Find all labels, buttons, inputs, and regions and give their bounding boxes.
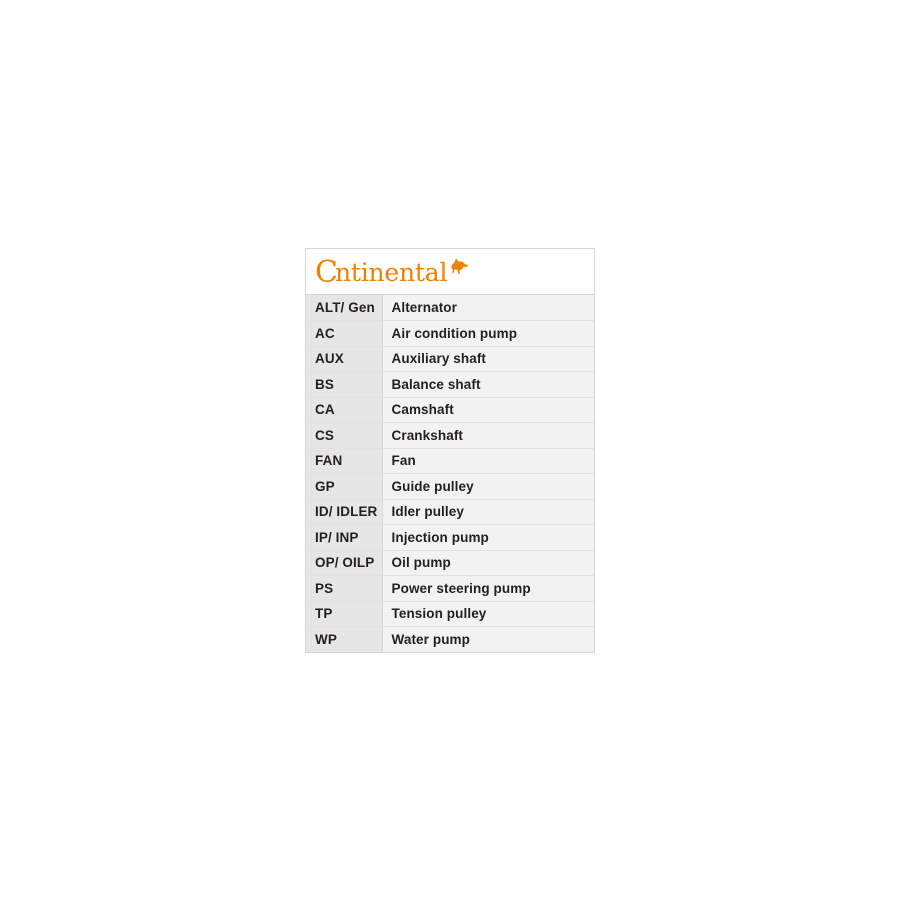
description-cell: Water pump [382,627,594,653]
table-row [306,372,594,398]
description-cell: Alternator [382,295,594,321]
abbreviation-cell: IP/ INP [306,525,382,551]
description-cell: Tension pulley [382,601,594,627]
table-row [306,576,594,602]
abbreviation-cell: CS [306,423,382,449]
abbreviation-cell: PS [306,576,382,602]
table-row [306,601,594,627]
abbreviation-cell: GP [306,474,382,500]
brand-initial: C [315,254,338,290]
table-row [306,550,594,576]
abbreviation-table [306,295,594,652]
table-row [306,397,594,423]
description-cell: Oil pump [382,550,594,576]
abbreviation-cell: CA [306,397,382,423]
abbreviation-cell: OP/ OILP [306,550,382,576]
description-cell: Crankshaft [382,423,594,449]
abbreviation-cell: ALT/ Gen [306,295,382,321]
table-row [306,525,594,551]
description-cell: Auxiliary shaft [382,346,594,372]
abbreviation-cell: TP [306,601,382,627]
table-row [306,321,594,347]
abbreviation-cell: AC [306,321,382,347]
table-row [306,295,594,321]
table-row [306,499,594,525]
description-cell: Fan [382,448,594,474]
description-cell: Air condition pump [382,321,594,347]
table-row [306,346,594,372]
abbreviation-cell: BS [306,372,382,398]
description-cell: Injection pump [382,525,594,551]
description-cell: Power steering pump [382,576,594,602]
abbreviation-cell: WP [306,627,382,653]
abbreviation-cell: FAN [306,448,382,474]
brand-wordmark: ntinental [334,257,448,287]
table-row [306,423,594,449]
continental-logo [315,254,470,290]
abbreviation-cell: ID/ IDLER [306,499,382,525]
description-cell: Camshaft [382,397,594,423]
abbreviation-cell: AUX [306,346,382,372]
table-row [306,448,594,474]
horse-logo-icon [448,257,470,282]
table-row [306,627,594,653]
brand-header [306,249,594,295]
description-cell: Idler pulley [382,499,594,525]
abbreviation-legend-card [305,248,595,653]
description-cell: Guide pulley [382,474,594,500]
table-row [306,474,594,500]
description-cell: Balance shaft [382,372,594,398]
